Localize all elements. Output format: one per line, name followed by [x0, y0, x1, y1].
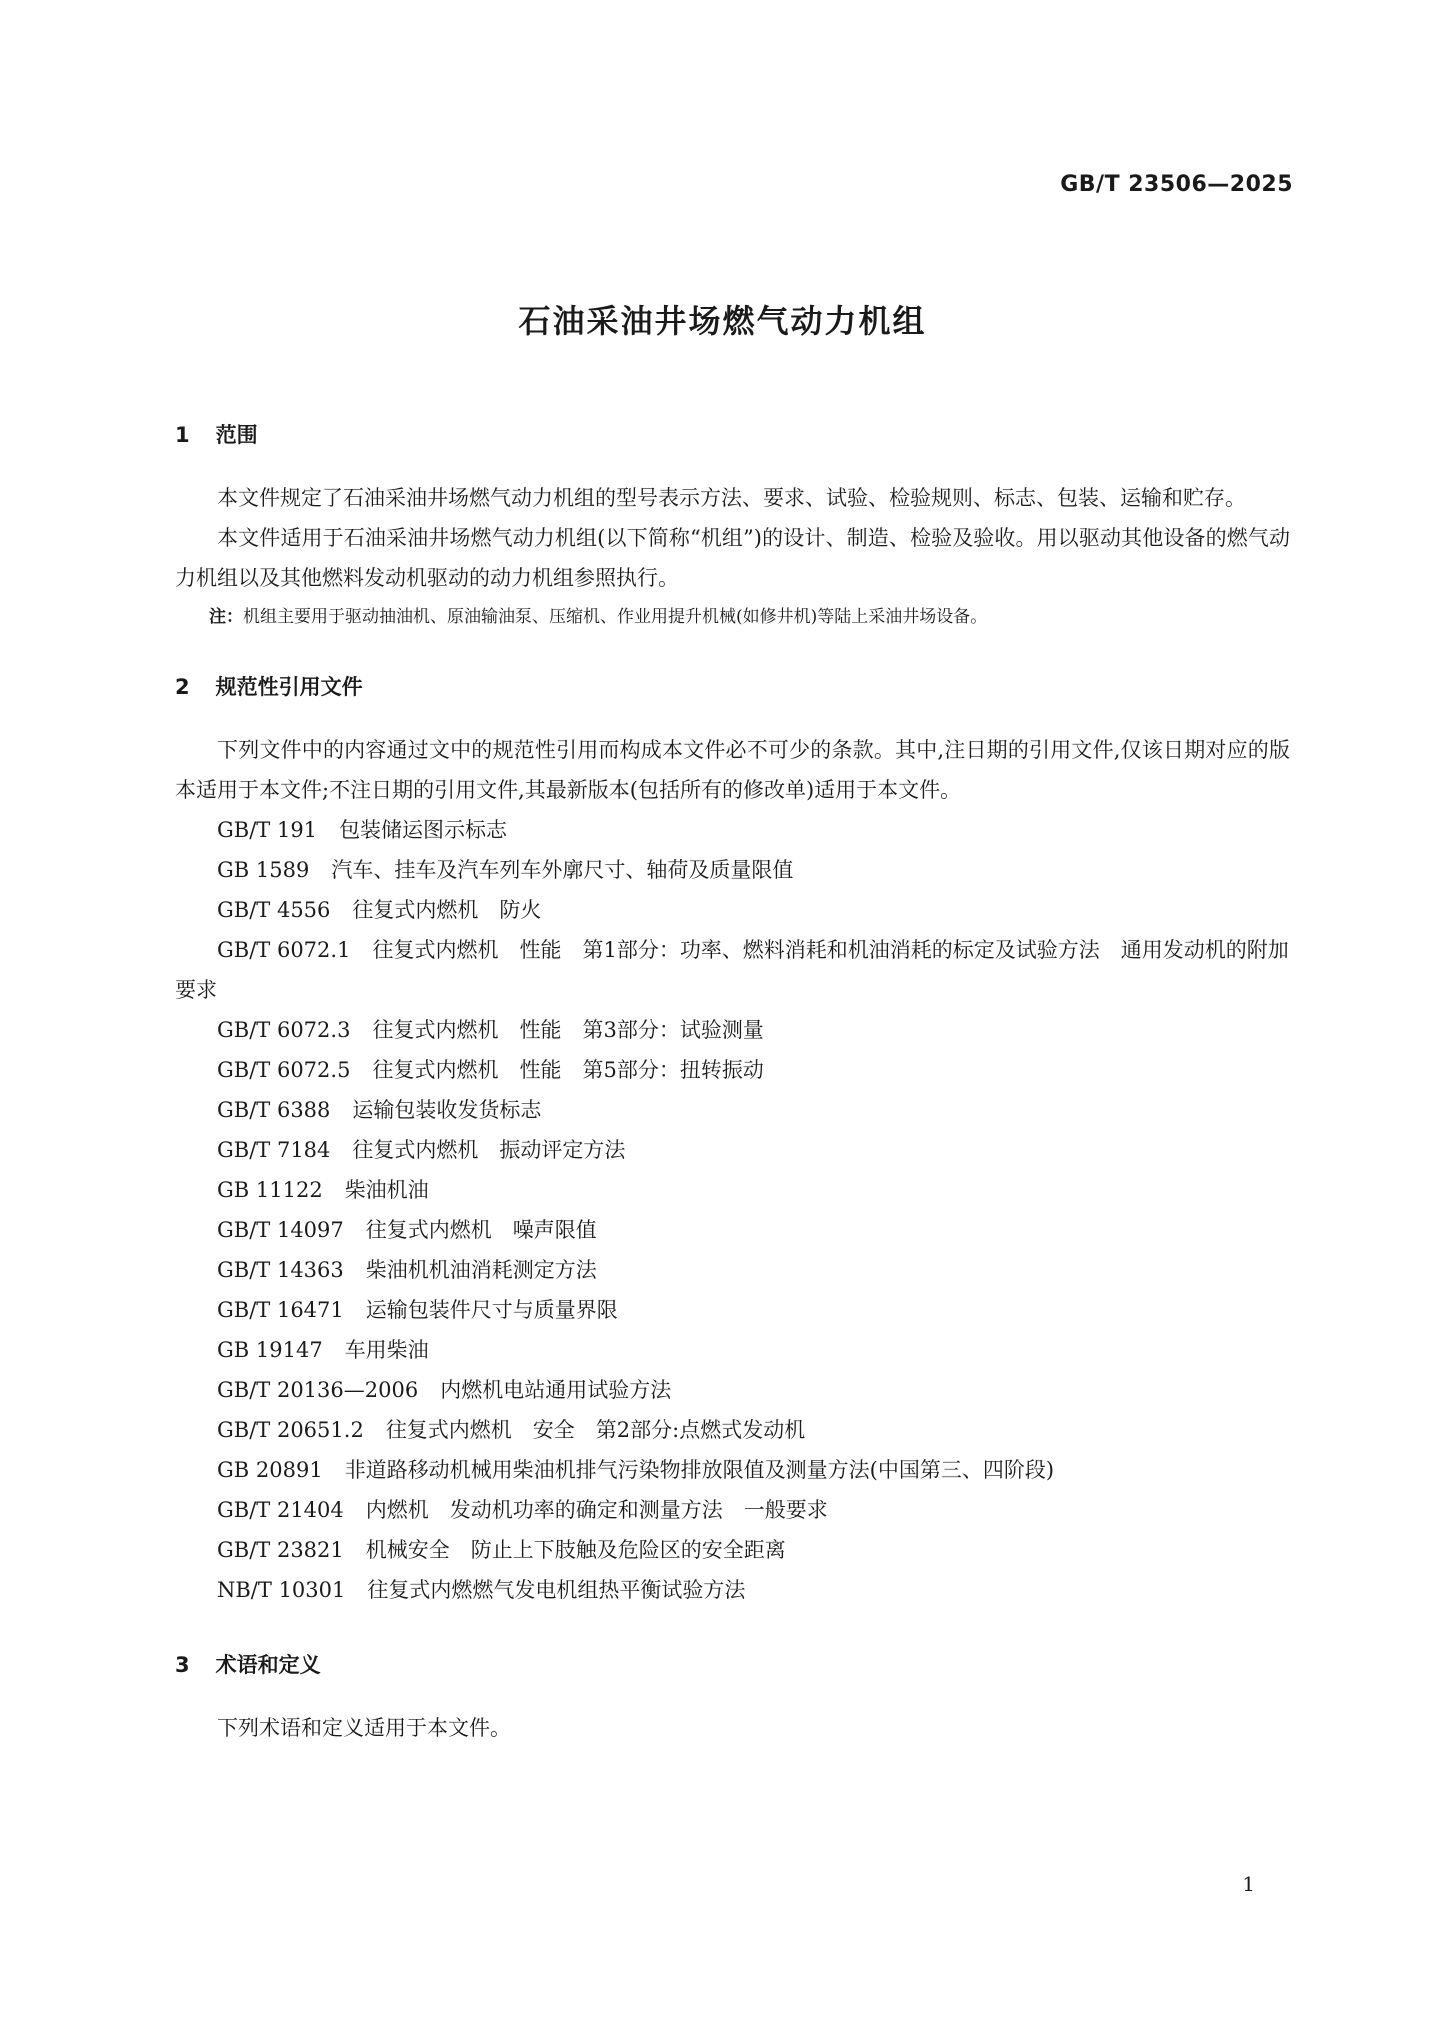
note-text: 机组主要用于驱动抽油机、原油输油泵、压缩机、作业用提升机械(如修井机)等陆上采油井场设备。	[243, 607, 988, 627]
reference-item	[175, 1490, 1290, 1530]
reference-code: GB/T 23821	[217, 1538, 344, 1562]
reference-code: GB/T 7184	[217, 1138, 331, 1162]
references-intro: 下列文件中的内容通过文中的规范性引用而构成本文件必不可少的条款。其中,注日期的引用文件,仅该日期对应的版本适用于本文件;不注日期的引用文件,其最新版本(包括所有的修改单)适用于本文件。	[175, 738, 1290, 802]
reference-title: 内燃机 发动机功率的确定和测量方法 一般要求	[365, 1498, 828, 1522]
reference-code: GB/T 6072.5	[217, 1058, 351, 1082]
section-3-heading	[175, 1650, 1290, 1680]
reference-item	[175, 1250, 1290, 1290]
reference-code: GB/T 20651.2	[217, 1418, 364, 1442]
reference-title: 内燃机电站通用试验方法	[440, 1378, 672, 1402]
reference-title: 运输包装收发货标志	[352, 1098, 542, 1122]
section-number: 3	[175, 1653, 190, 1677]
section-title: 规范性引用文件	[215, 675, 363, 699]
reference-code: GB 1589	[217, 858, 310, 882]
reference-title: 车用柴油	[344, 1338, 429, 1362]
reference-code: GB 11122	[217, 1178, 323, 1202]
reference-title: 往复式内燃机 振动评定方法	[352, 1138, 626, 1162]
reference-item	[175, 1010, 1290, 1050]
reference-code: GB/T 6072.1	[217, 938, 351, 962]
reference-code: GB/T 16471	[217, 1298, 344, 1322]
reference-title: 运输包装件尺寸与质量界限	[365, 1298, 618, 1322]
section-2-heading	[175, 672, 1290, 702]
reference-code: GB/T 14097	[217, 1218, 344, 1242]
reference-item	[175, 1570, 1290, 1610]
reference-code: GB 20891	[217, 1458, 323, 1482]
reference-title: 柴油机油	[344, 1178, 429, 1202]
reference-item	[175, 1090, 1290, 1130]
reference-title: 非道路移动机械用柴油机排气污染物排放限值及测量方法(中国第三、四阶段)	[344, 1458, 1055, 1482]
reference-code: GB 19147	[217, 1338, 323, 1362]
note-label: 注：	[209, 607, 243, 627]
reference-title: 往复式内燃机 噪声限值	[365, 1218, 597, 1242]
reference-item	[175, 1530, 1290, 1570]
document-title: 石油采油井场燃气动力机组	[518, 302, 927, 340]
reference-item	[175, 890, 1290, 930]
reference-list	[175, 810, 1290, 1610]
section-title: 术语和定义	[215, 1653, 321, 1677]
section-title: 范围	[215, 423, 258, 447]
reference-item	[175, 1370, 1290, 1410]
reference-code: GB/T 20136—2006	[217, 1378, 419, 1402]
reference-item	[175, 1210, 1290, 1250]
reference-title: 包装储运图示标志	[339, 818, 508, 842]
document-body	[175, 420, 1290, 1748]
reference-code: GB/T 4556	[217, 898, 331, 922]
reference-code: GB/T 191	[217, 818, 318, 842]
reference-title: 柴油机机油消耗测定方法	[365, 1258, 597, 1282]
reference-code: GB/T 14363	[217, 1258, 344, 1282]
reference-code: GB/T 6388	[217, 1098, 331, 1122]
reference-code: GB/T 6072.3	[217, 1018, 351, 1042]
scope-note	[175, 602, 1290, 632]
reference-item	[175, 850, 1290, 890]
reference-title: 往复式内燃机 性能 第3部分：试验测量	[372, 1018, 764, 1042]
reference-title: 机械安全 防止上下肢触及危险区的安全距离	[365, 1538, 786, 1562]
terms-intro: 下列术语和定义适用于本文件。	[217, 1716, 511, 1740]
reference-item	[175, 1170, 1290, 1210]
reference-item	[175, 930, 1290, 1010]
reference-title: 往复式内燃机 性能 第5部分：扭转振动	[372, 1058, 764, 1082]
section-number: 1	[175, 423, 190, 447]
reference-item	[175, 1290, 1290, 1330]
scope-paragraph-1: 本文件规定了石油采油井场燃气动力机组的型号表示方法、要求、试验、检验规则、标志、包装、运输和贮存。	[217, 486, 1246, 510]
reference-item	[175, 1410, 1290, 1450]
reference-title: 往复式内燃机 防火	[352, 898, 542, 922]
section-number: 2	[175, 675, 190, 699]
page-number: 1	[1242, 1872, 1255, 1896]
reference-item	[175, 810, 1290, 850]
scope-paragraph-2: 本文件适用于石油采油井场燃气动力机组(以下简称“机组”)的设计、制造、检验及验收。用以驱动其他设备的燃气动力机组以及其他燃料发动机驱动的动力机组参照执行。	[175, 526, 1290, 590]
reference-code: GB/T 21404	[217, 1498, 344, 1522]
reference-code: NB/T 10301	[217, 1578, 346, 1602]
reference-title: 往复式内燃机 性能 第1部分：功率、燃料消耗和机油消耗的标定及试验方法 通用发动机的附加要求	[175, 938, 1289, 1002]
section-1-heading	[175, 420, 1290, 450]
standard-code: GB/T 23506—2025	[1060, 172, 1293, 197]
reference-item	[175, 1130, 1290, 1170]
reference-title: 汽车、挂车及汽车列车外廓尺寸、轴荷及质量限值	[331, 858, 794, 882]
reference-item	[175, 1330, 1290, 1370]
reference-title: 往复式内燃机 安全 第2部分:点燃式发动机	[385, 1418, 806, 1442]
reference-title: 往复式内燃燃气发电机组热平衡试验方法	[367, 1578, 746, 1602]
reference-item	[175, 1450, 1290, 1490]
reference-item	[175, 1050, 1290, 1090]
